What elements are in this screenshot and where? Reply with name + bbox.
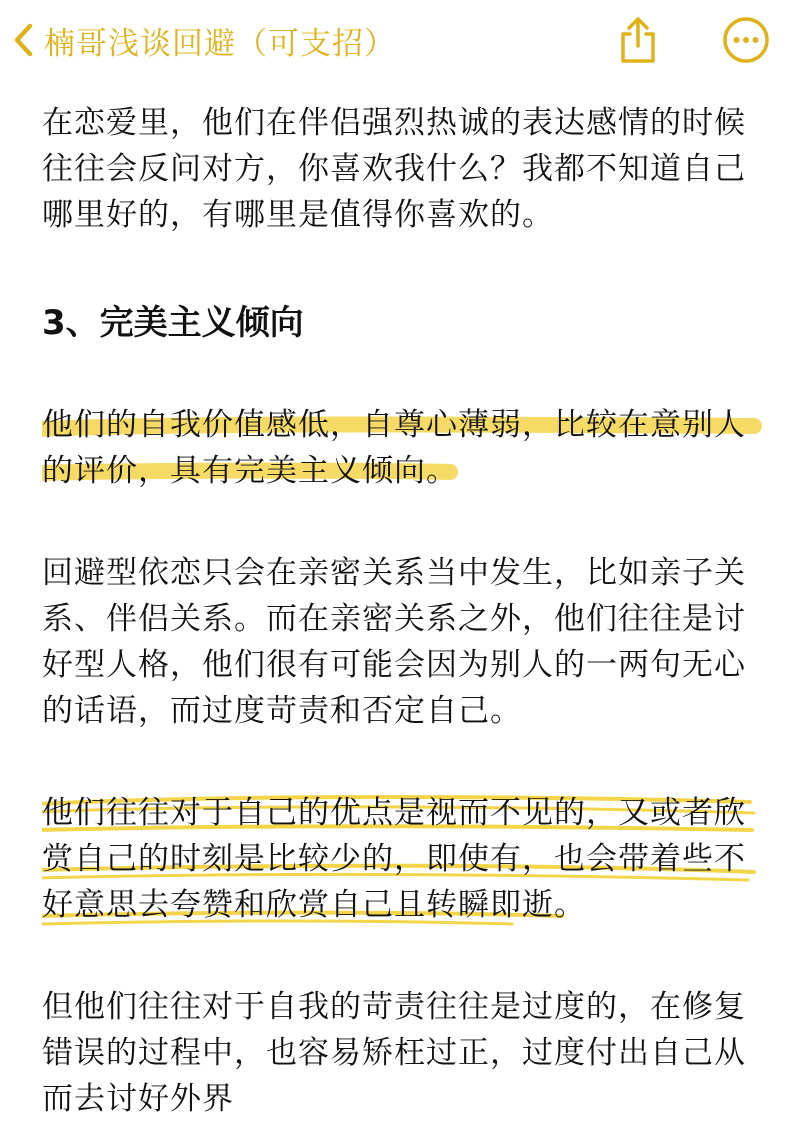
more-options-button[interactable] bbox=[722, 16, 770, 64]
section-heading: 3、完美主义倾向 bbox=[42, 303, 304, 343]
share-button[interactable] bbox=[614, 14, 662, 66]
paragraph-1: 在恋爱里，他们在伴侣强烈热诚的表达感情的时候往往会反问对方，你喜欢我什么？我都不知道自己哪里好的，有哪里是值得你喜欢的。 bbox=[42, 105, 746, 233]
note-title: 楠哥浅谈回避（可支招） bbox=[44, 25, 396, 62]
more-dots-icon bbox=[722, 49, 770, 68]
chevron-left-icon bbox=[12, 22, 34, 58]
note-body[interactable] bbox=[42, 92, 772, 1122]
paragraph-5: 但他们往往对于自我的苛责往往是过度的，在修复错误的过程中，也容易矫枉过正，过度付出自己从而去讨好外界 bbox=[42, 989, 746, 1117]
navigation-bar bbox=[0, 0, 800, 90]
paragraph-3: 回避型依恋只会在亲密关系当中发生，比如亲子关系、伴侣关系。而在亲密关系之外，他们往往是讨好型人格，他们很有可能会因为别人的一两句无心的话语，而过度苛责和否定自己。 bbox=[42, 555, 746, 729]
paragraph-4-underlined: 他们往往对于自己的优点是视而不见的，又或者欣赏自己的时刻是比较少的，即使有，也会带着些不好意思去夸赞和欣赏自己且转瞬即逝。 bbox=[42, 790, 772, 928]
share-icon bbox=[614, 51, 662, 70]
paragraph-2-highlighted: 他们的自我价值感低，自尊心薄弱，比较在意别人的评价，具有完美主义倾向。 bbox=[42, 402, 772, 494]
back-button[interactable] bbox=[12, 16, 396, 64]
